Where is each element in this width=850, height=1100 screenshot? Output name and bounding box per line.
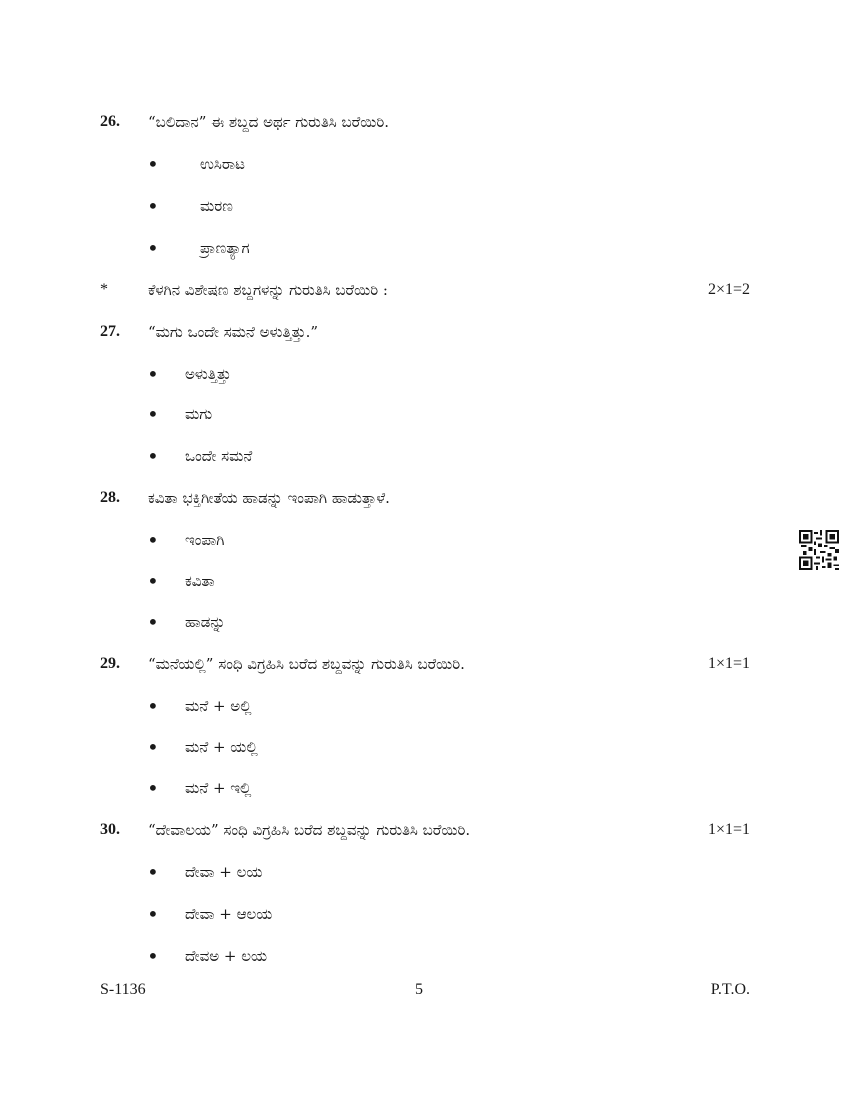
instruction-marker: * — [100, 281, 108, 298]
option — [0, 692, 850, 720]
option — [0, 942, 850, 970]
bullet: • — [147, 362, 159, 386]
instruction-text: ಕೆಳಗಿನ ವಿಶೇಷಣ ಶಬ್ದಗಳನ್ನು ಗುರುತಿಸಿ ಬರೆಯಿರಿ : — [148, 281, 388, 299]
bullet: • — [147, 860, 159, 884]
option — [0, 900, 850, 928]
bullet: • — [147, 569, 159, 593]
question-number: 29. — [100, 655, 120, 672]
option-text: ದೇವಾ + ಆಲಯ — [185, 905, 273, 923]
option-text: ಪ್ರಾಣತ್ಯಾಗ — [200, 239, 250, 257]
bullet: • — [147, 236, 159, 260]
bullet: • — [147, 528, 159, 552]
question-number: 30. — [100, 821, 120, 838]
question-number: 27. — [100, 323, 120, 340]
marks: 2×1=2 — [707, 281, 750, 298]
question-26 — [0, 108, 850, 136]
bullet: • — [147, 694, 159, 718]
option-text: ಮರಣ — [200, 197, 233, 215]
bullet: • — [147, 776, 159, 800]
question-number: 28. — [100, 489, 120, 506]
option — [0, 526, 850, 554]
bullet: • — [147, 610, 159, 634]
qr-code-icon — [799, 530, 839, 570]
pto-label: P.T.O. — [710, 981, 750, 998]
option-text: ಮನೆ + ಇಲ್ಲಿ — [185, 779, 252, 797]
option — [0, 150, 850, 178]
option — [0, 234, 850, 262]
question-text: “ಮನೆಯಲ್ಲಿ” ಸಂಧಿ ವಿಗ್ರಹಿಸಿ ಬರೆದ ಶಬ್ದವನ್ನು ಗುರುತಿಸಿ ಬರೆಯಿರಿ. — [148, 655, 465, 673]
option — [0, 192, 850, 220]
question-28 — [0, 484, 850, 512]
paper-code: S-1136 — [100, 981, 146, 998]
option — [0, 400, 850, 428]
option-text: ಮನೆ + ಯಲ್ಲಿ — [185, 738, 258, 756]
option — [0, 360, 850, 388]
option-text: ಮನೆ + ಅಲ್ಲಿ — [185, 697, 252, 715]
question-text: “ಬಲಿದಾನ” ಈ ಶಬ್ದದ ಅರ್ಥ ಗುರುತಿಸಿ ಬರೆಯಿರಿ. — [148, 113, 390, 131]
question-30 — [0, 816, 850, 844]
option-text: ಹಾಡನ್ನು — [185, 613, 226, 631]
option — [0, 567, 850, 595]
option-text: ದೇವಾ + ಲಯ — [185, 863, 263, 881]
bullet: • — [147, 194, 159, 218]
option-text: ದೇವಅ + ಲಯ — [185, 947, 268, 965]
bullet: • — [147, 152, 159, 176]
option-text: ಉಸಿರಾಟ — [200, 155, 245, 173]
option-text: ಕವಿತಾ — [185, 572, 215, 590]
option-text: ಅಳುತ್ತಿತ್ತು — [185, 365, 232, 383]
marks: 1×1=1 — [707, 821, 750, 838]
marks: 1×1=1 — [707, 655, 750, 672]
question-number: 26. — [100, 113, 120, 130]
bullet: • — [147, 402, 159, 426]
instruction — [0, 276, 850, 304]
question-text: “ಮಗು ಒಂದೇ ಸಮನೆ ಅಳುತ್ತಿತ್ತು.” — [148, 323, 319, 341]
option-text: ಇಂಪಾಗಿ — [185, 531, 225, 549]
question-text: “ದೇವಾಲಯ” ಸಂಧಿ ವಿಗ್ರಹಿಸಿ ಬರೆದ ಶಬ್ದವನ್ನು ಗುರುತಿಸಿ ಬರೆಯಿರಿ. — [148, 821, 471, 839]
page-number: 5 — [415, 981, 423, 998]
option — [0, 608, 850, 636]
bullet: • — [147, 902, 159, 926]
question-27 — [0, 318, 850, 346]
bullet: • — [147, 735, 159, 759]
option — [0, 858, 850, 886]
option-text: ಒಂದೇ ಸಮನೆ — [185, 447, 253, 465]
question-29 — [0, 650, 850, 678]
option — [0, 774, 850, 802]
option-text: ಮಗು — [185, 405, 213, 423]
bullet: • — [147, 444, 159, 468]
question-text: ಕವಿತಾ ಭಕ್ತಿಗೀತೆಯ ಹಾಡನ್ನು ಇಂಪಾಗಿ ಹಾಡುತ್ತಾಳೆ. — [148, 489, 390, 507]
option — [0, 733, 850, 761]
option — [0, 442, 850, 470]
bullet: • — [147, 944, 159, 968]
